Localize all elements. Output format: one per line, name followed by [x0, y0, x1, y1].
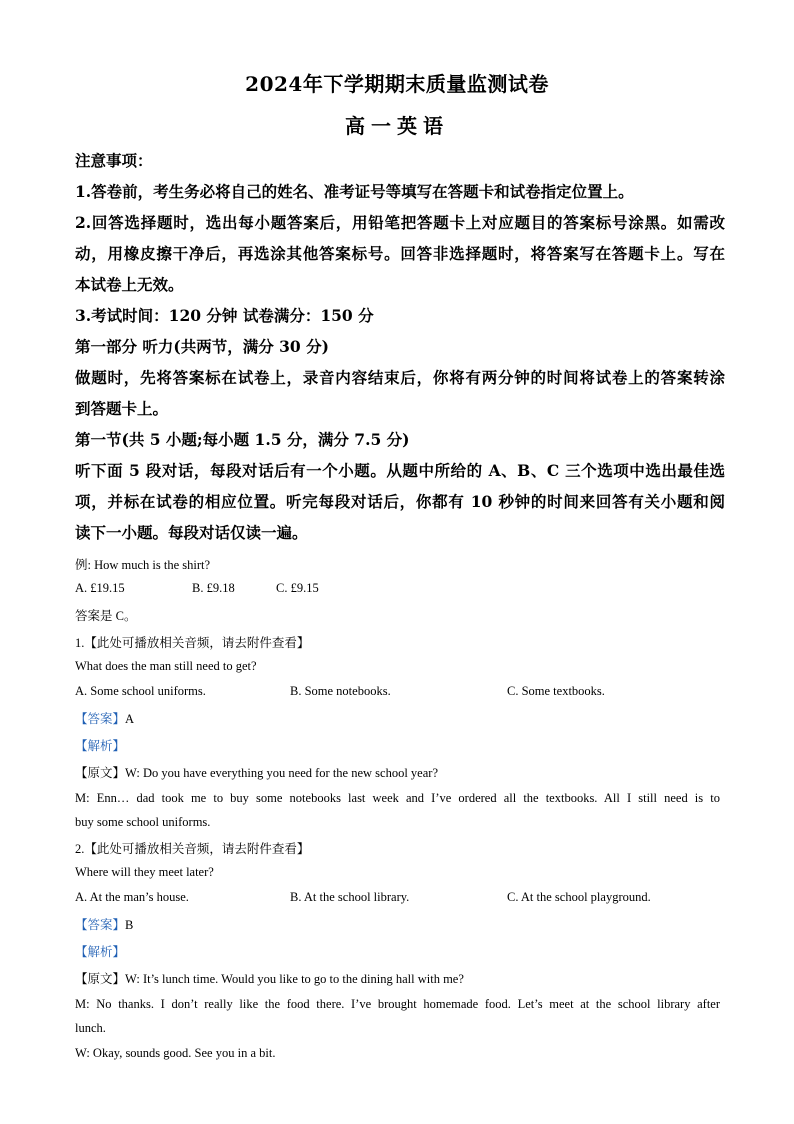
note-2-line-1: 2.回答选择题时，选出每小题答案后，用铅笔把答题卡上对应题目的答案标号涂黑。如需改 — [75, 213, 725, 232]
example-option-c: C. £9.15 — [276, 581, 319, 595]
section1-instr-line-1: 听下面 5 段对话，每段对话后有一个小题。从题中所给的 A、B、C 三个选项中选出最佳选 — [75, 461, 725, 480]
q2-transcript-m1-line-1: M: No thanks. I don’t really like the food there. I’ve brought homemade food. Let’s meet at the school library after — [75, 997, 720, 1011]
exam-title: 2024年下学期期末质量监测试卷 — [245, 72, 549, 96]
q2-option-c: C. At the school playground. — [507, 890, 651, 904]
q1-option-b: B. Some notebooks. — [290, 684, 391, 698]
q2-transcript-label: 【原文】 — [75, 972, 126, 986]
q1-question: What does the man still need to get? — [75, 659, 257, 673]
q2-analysis-label: 【解析】 — [75, 945, 126, 959]
q2-option-b: B. At the school library. — [290, 890, 410, 904]
q1-audio-note: 1.【此处可播放相关音频，请去附件查看】 — [75, 636, 310, 650]
q2-option-a: A. At the man’s house. — [75, 890, 189, 904]
q2-audio-note: 2.【此处可播放相关音频，请去附件查看】 — [75, 842, 310, 856]
note-1: 1.答卷前，考生务必将自己的姓名、准考证号等填写在答题卡和试卷指定位置上。 — [75, 182, 634, 201]
q2-answer-label: 【答案】 — [75, 918, 126, 932]
example-answer: 答案是 C。 — [75, 609, 137, 623]
part1-heading: 第一部分 听力(共两节，满分 30 分) — [75, 337, 329, 356]
part1-intro-line-1: 做题时，先将答案标在试卷上，录音内容结束后，你将有两分钟的时间将试卷上的答案转涂 — [75, 368, 725, 387]
note-2-line-3: 本试卷上无效。 — [75, 275, 184, 294]
section1-instr-line-2: 项，并标在试卷的相应位置。听完每段对话后，你都有 10 秒钟的时间来回答有关小题和阅 — [75, 492, 725, 511]
q1-transcript-label: 【原文】 — [75, 766, 126, 780]
q1-transcript-w1-text: W: Do you have everything you need for the new school year? — [125, 766, 438, 780]
q2-transcript-w1 — [75, 969, 464, 987]
section1-heading: 第一节(共 5 小题;每小题 1.5 分，满分 7.5 分) — [75, 430, 410, 449]
q2-transcript-w1-text: W: It’s lunch time. Would you like to go to the dining hall with me? — [125, 972, 464, 986]
note-3: 3.考试时间：120 分钟 试卷满分：150 分 — [75, 306, 374, 325]
exam-subtitle: 高一英语 — [345, 114, 449, 138]
q1-option-c: C. Some textbooks. — [507, 684, 605, 698]
section1-instr-line-3: 读下一小题。每段对话仅读一遍。 — [75, 523, 308, 542]
q2-transcript-m1-line-2: lunch. — [75, 1021, 106, 1035]
q2-question: Where will they meet later? — [75, 865, 214, 879]
example-question: 例: How much is the shirt? — [75, 558, 211, 572]
q1-analysis-label: 【解析】 — [75, 739, 126, 753]
part1-intro-line-2: 到答题卡上。 — [75, 399, 169, 418]
q2-answer — [75, 915, 133, 933]
q1-transcript-m1-line-2: buy some school uniforms. — [75, 815, 211, 829]
q2-transcript-w2: W: Okay, sounds good. See you in a bit. — [75, 1046, 276, 1060]
q2-answer-value: B — [125, 918, 134, 932]
q1-answer-label: 【答案】 — [75, 712, 126, 726]
notes-heading: 注意事项： — [75, 151, 153, 170]
note-2-line-2: 动，用橡皮擦干净后，再选涂其他答案标号。回答非选择题时，将答案写在答题卡上。写在 — [75, 244, 725, 263]
example-option-b: B. £9.18 — [192, 581, 235, 595]
example-option-a: A. £19.15 — [75, 581, 125, 595]
q1-transcript-m1-line-1: M: Enn… dad took me to buy some notebooks last week and I’ve ordered all the textbooks. All I still need is to — [75, 791, 720, 805]
q1-option-a: A. Some school uniforms. — [75, 684, 206, 698]
q1-answer-value: A — [125, 712, 135, 726]
q1-transcript-w1 — [75, 763, 438, 781]
q1-answer — [75, 709, 134, 727]
